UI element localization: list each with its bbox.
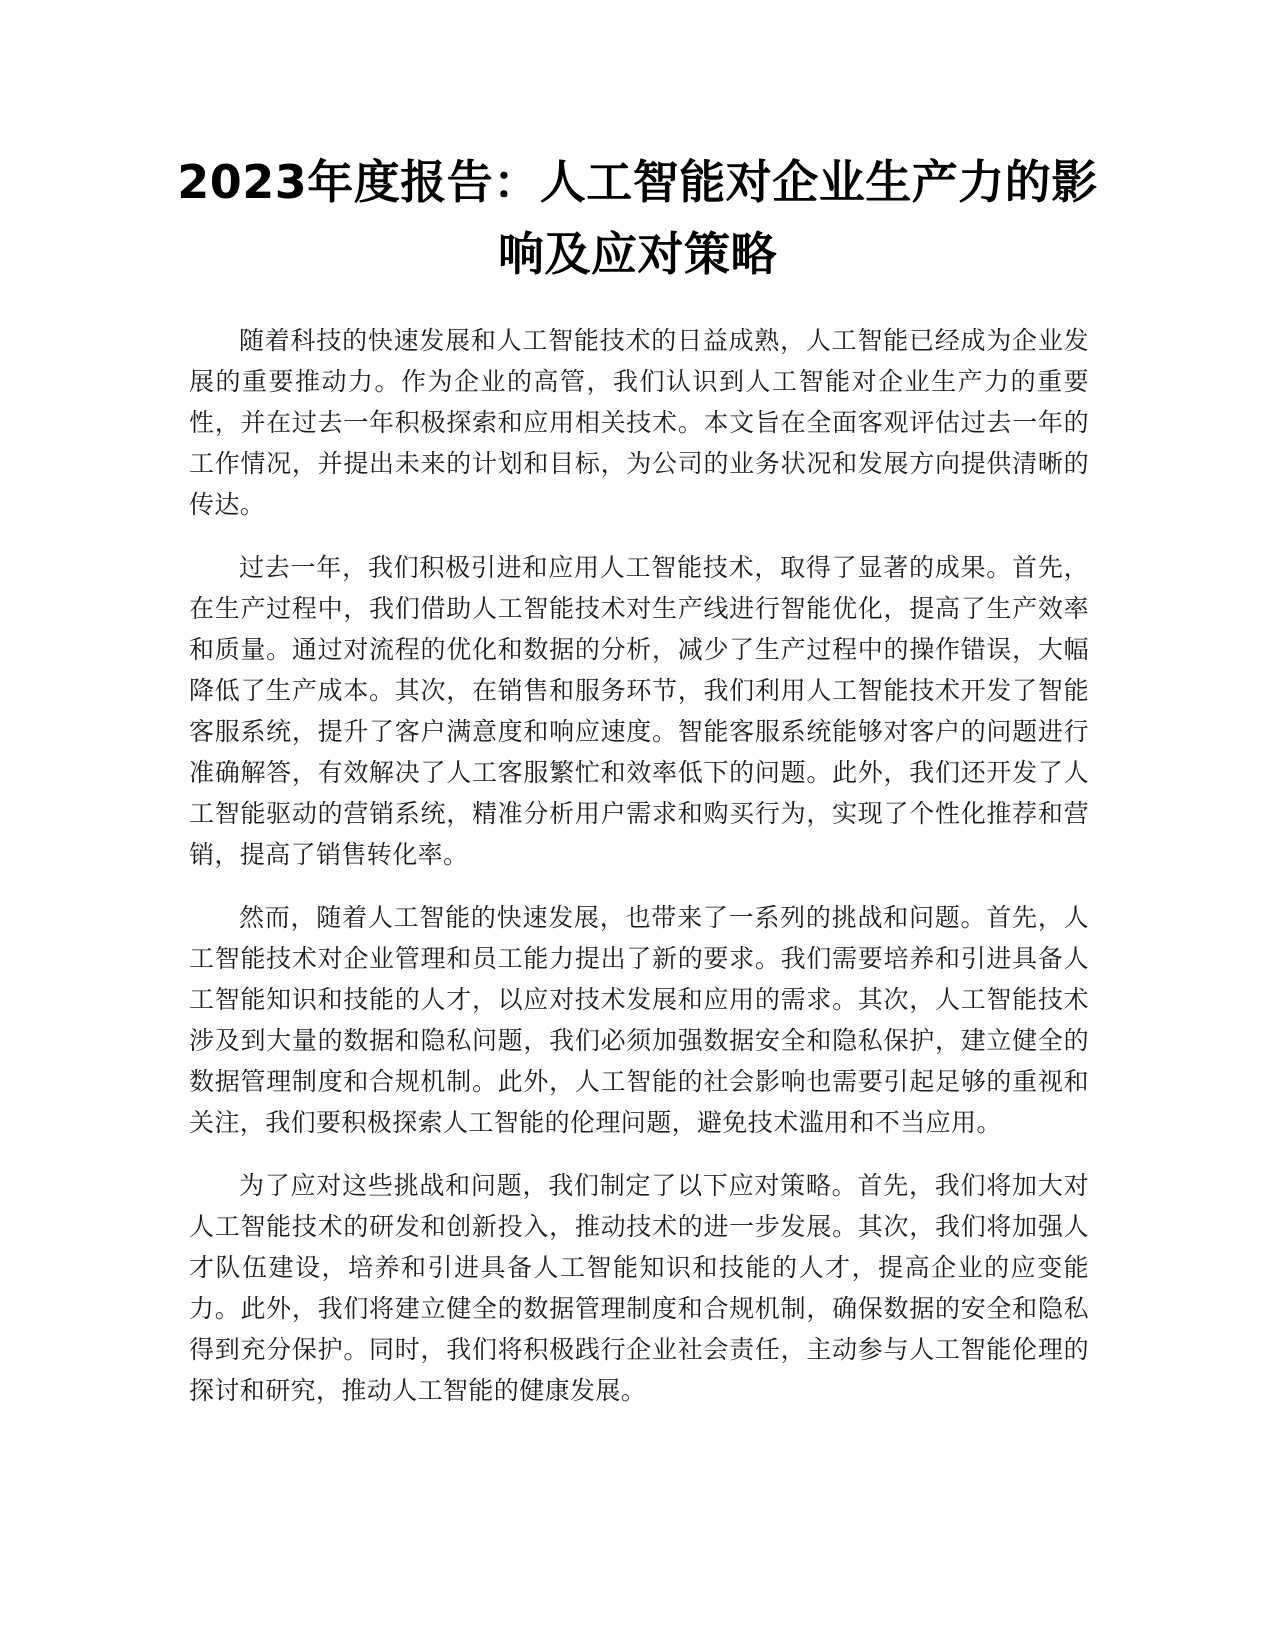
paragraph-strategies: 为了应对这些挑战和问题，我们制定了以下应对策略。首先，我们将加大对人工智能技术的研发和创新投入，推动技术的进一步发展。其次，我们将加强人才队伍建设，培养和引进具备人工智能知识和技能的人才，提高企业的应变能力。此外，我们将建立健全的数据管理制度和合规机制，确保数据的安全和隐私得到充分保护。同时，我们将积极践行企业社会责任，主动参与人工智能伦理的探讨和研究，推动人工智能的健康发展。 xyxy=(189,1171,1089,1405)
document-title: 2023年度报告：人工智能对企业生产力的影响及应对策略 xyxy=(177,155,1098,281)
paragraph-intro: 随着科技的快速发展和人工智能技术的日益成熟，人工智能已经成为企业发展的重要推动力。作为企业的高管，我们认识到人工智能对企业生产力的重要性，并在过去一年积极探索和应用相关技术。本文旨在全面客观评估过去一年的工作情况，并提出未来的计划和目标，为公司的业务状况和发展方向提供清晰的传达。 xyxy=(189,326,1089,519)
paragraph-achievements: 过去一年，我们积极引进和应用人工智能技术，取得了显著的成果。首先，在生产过程中，我们借助人工智能技术对生产线进行智能优化，提高了生产效率和质量。通过对流程的优化和数据的分析，减少了生产过程中的操作错误，大幅降低了生产成本。其次，在销售和服务环节，我们利用人工智能技术开发了智能客服系统，提升了客户满意度和响应速度。智能客服系统能够对客户的问题进行准确解答，有效解决了人工客服繁忙和效率低下的问题。此外，我们还开发了人工智能驱动的营销系统，精准分析用户需求和购买行为，实现了个性化推荐和营销，提高了销售转化率。 xyxy=(189,553,1089,869)
document-body xyxy=(189,320,1089,1433)
paragraph-challenges: 然而，随着人工智能的快速发展，也带来了一系列的挑战和问题。首先，人工智能技术对企业管理和员工能力提出了新的要求。我们需要培养和引进具备人工智能知识和技能的人才，以应对技术发展和应用的需求。其次，人工智能技术涉及到大量的数据和隐私问题，我们必须加强数据安全和隐私保护，建立健全的数据管理制度和合规机制。此外，人工智能的社会影响也需要引起足够的重视和关注，我们要积极探索人工智能的伦理问题，避免技术滥用和不当应用。 xyxy=(189,903,1089,1137)
